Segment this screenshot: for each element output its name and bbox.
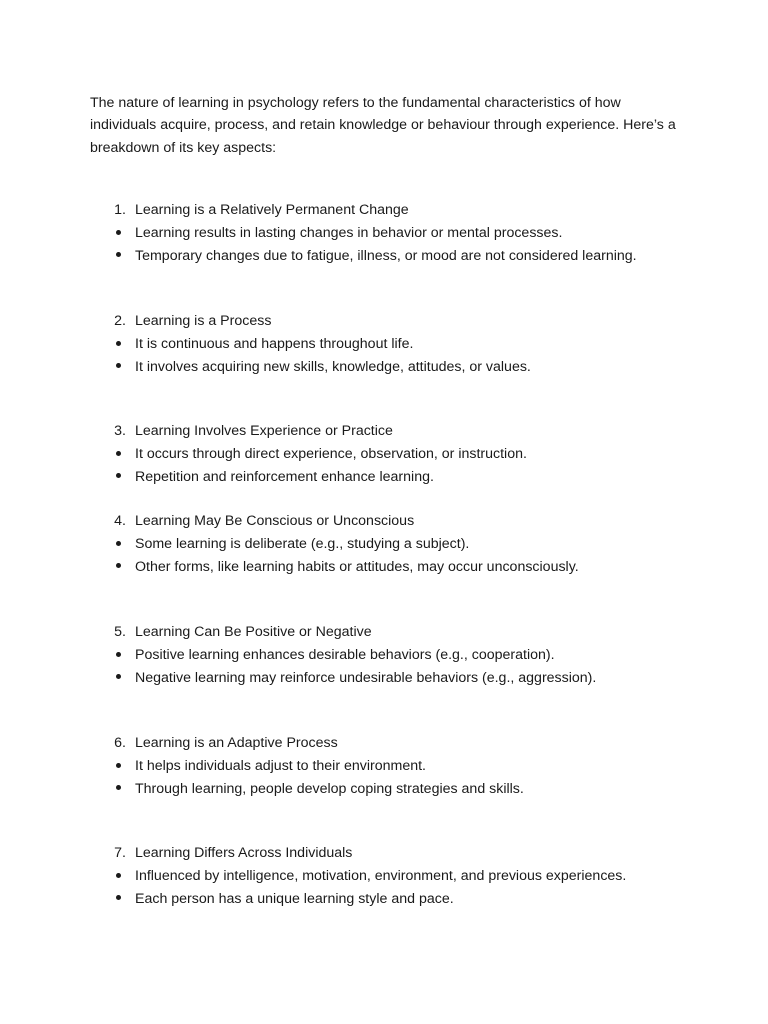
bullet-text: It involves acquiring new skills, knowledge, attitudes, or values. [135, 358, 531, 375]
list-number: 7. [114, 845, 126, 861]
bullet-item [110, 466, 710, 489]
section-heading: Learning May Be Conscious or Unconscious [135, 513, 415, 529]
list-number: 1. [114, 202, 126, 218]
bullet-icon [114, 556, 122, 579]
bullet-icon [114, 667, 122, 690]
list-section [110, 621, 710, 689]
bullet-text: Some learning is deliberate (e.g., studying a subject). [135, 535, 470, 552]
bullet-icon [114, 533, 122, 556]
bullet-item [110, 778, 710, 801]
list-section [110, 842, 710, 910]
bullet-text: Each person has a unique learning style and pace. [135, 890, 454, 907]
list-number: 3. [114, 423, 126, 439]
section-heading: Learning Can Be Positive or Negative [135, 624, 372, 640]
numbered-heading [110, 199, 710, 222]
bullet-text: Negative learning may reinforce undesirable behaviors (e.g., aggression). [135, 669, 597, 686]
bullet-item [110, 333, 710, 356]
list-section [110, 510, 710, 578]
section-heading: Learning is a Process [135, 313, 272, 329]
bullet-text: Learning results in lasting changes in behavior or mental processes. [135, 224, 563, 241]
numbered-heading [110, 420, 710, 443]
bullet-item [110, 755, 710, 778]
bullet-icon [114, 222, 122, 245]
intro-paragraph: The nature of learning in psychology refers to the fundamental characteristics of how individuals acquire, process, and retain knowledge or behaviour through experience. Here’s a breakdown of its key aspects: [90, 95, 676, 156]
bullet-item [110, 443, 710, 466]
list-number: 2. [114, 313, 126, 329]
section-heading: Learning is a Relatively Permanent Change [135, 202, 409, 218]
numbered-heading [110, 842, 710, 865]
bullet-text: Through learning, people develop coping strategies and skills. [135, 780, 524, 797]
bullet-item [110, 865, 710, 888]
bullet-text: Temporary changes due to fatigue, illness, or mood are not considered learning. [135, 247, 637, 264]
bullet-text: Repetition and reinforcement enhance learning. [135, 468, 434, 485]
numbered-heading [110, 510, 710, 533]
list-section [110, 310, 710, 378]
bullet-icon [114, 755, 122, 778]
bullet-item [110, 644, 710, 667]
bullet-item [110, 556, 710, 579]
bullet-icon [114, 443, 122, 466]
bullet-icon [114, 333, 122, 356]
section-heading: Learning Differs Across Individuals [135, 845, 353, 861]
numbered-heading [110, 732, 710, 755]
bullet-item [110, 222, 710, 245]
bullet-text: It occurs through direct experience, observation, or instruction. [135, 445, 527, 462]
bullet-item [110, 667, 710, 690]
numbered-heading [110, 621, 710, 644]
bullet-item [110, 356, 710, 379]
bullet-icon [114, 245, 122, 268]
bullet-icon [114, 778, 122, 801]
section-heading: Learning is an Adaptive Process [135, 735, 338, 751]
bullet-text: Positive learning enhances desirable behaviors (e.g., cooperation). [135, 646, 555, 663]
list-number: 4. [114, 513, 126, 529]
list-section [110, 199, 710, 267]
bullet-icon [114, 888, 122, 911]
bullet-item [110, 888, 710, 911]
bullet-icon [114, 644, 122, 667]
bullet-text: It helps individuals adjust to their environment. [135, 757, 427, 774]
bullet-text: Other forms, like learning habits or attitudes, may occur unconsciously. [135, 558, 579, 575]
bullet-icon [114, 865, 122, 888]
bullet-icon [114, 466, 122, 489]
bullet-text: It is continuous and happens throughout life. [135, 335, 414, 352]
list-number: 6. [114, 735, 126, 751]
bullet-item [110, 245, 710, 268]
list-number: 5. [114, 624, 126, 640]
bullet-item [110, 533, 710, 556]
list-section [110, 732, 710, 800]
bullet-text: Influenced by intelligence, motivation, environment, and previous experiences. [135, 867, 627, 884]
section-heading: Learning Involves Experience or Practice [135, 423, 393, 439]
bullet-icon [114, 356, 122, 379]
numbered-heading [110, 310, 710, 333]
list-section [110, 420, 710, 488]
